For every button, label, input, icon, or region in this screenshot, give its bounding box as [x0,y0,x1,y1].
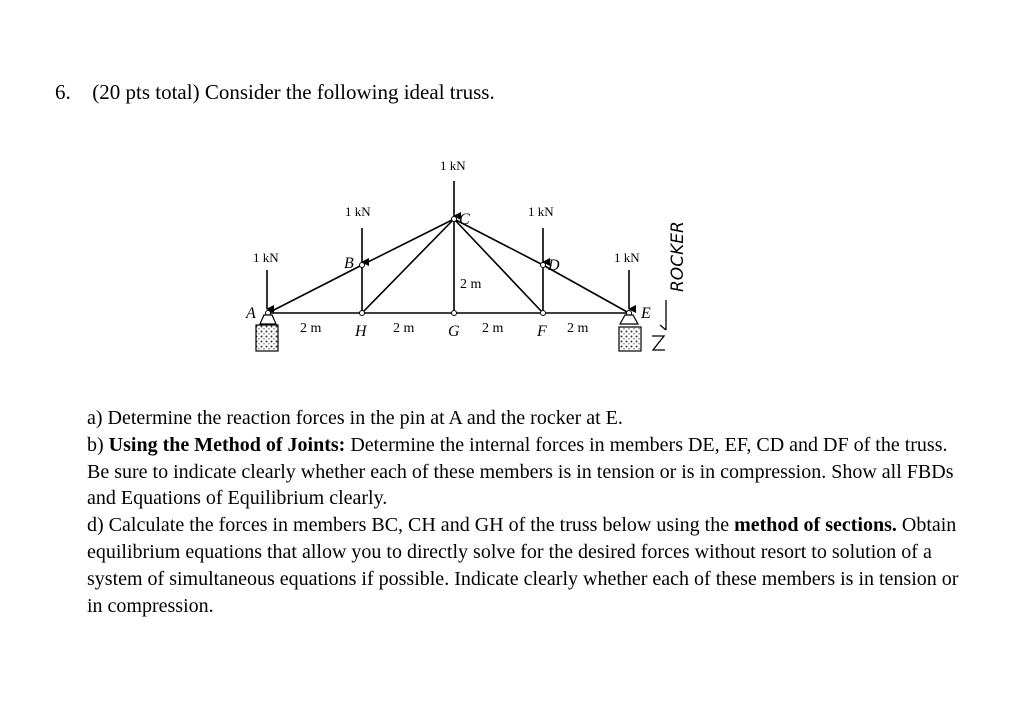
rocker-pointer-arrow [652,300,666,350]
span-label: 2 m [482,321,504,336]
part-b-label: b) [87,433,104,456]
part-a-text: Determine the reaction forces in the pin at A and the rocker at E. [107,407,623,429]
member-BC [362,219,454,265]
rocker-support-E [619,315,641,351]
load-label-A: 1 kN [253,250,279,265]
part-b-bold: Using the Method of Joints: [108,433,346,456]
part-d-text: Calculate the forces in members BC, CH and GH of the truss below using the [108,514,735,537]
part-a [87,405,967,432]
node-label-F: F [537,323,547,340]
truss-members [268,219,629,313]
question-parts [87,405,967,619]
member-CF [454,219,543,313]
part-a-label: a) [87,407,103,429]
part-d-label: d) [87,514,104,537]
node-label-C: C [459,211,470,228]
question-text: (20 pts total) Consider the following ideal truss. [92,80,495,104]
pin-support-A [256,315,278,351]
load-label-D: 1 kN [528,204,554,219]
question-number: 6. [55,80,71,104]
joints [266,217,632,316]
member-CH [362,219,454,313]
node-label-A: A [246,305,256,322]
load-arrows [267,181,629,309]
part-b-text: Determine the internal forces in members DE, EF, CD and DF of the truss. Be sure to indicate clearly whether each of these members is in tension or is in compression. Show all FBDs and Equations of Equilibrium clearly. [87,433,954,510]
load-label-B: 1 kN [345,204,371,219]
part-d [87,512,967,619]
load-label-C: 1 kN [440,158,466,173]
load-label-E: 1 kN [614,250,640,265]
part-d-bold: method of sections. [734,514,897,537]
span-label: 2 m [300,321,322,336]
node-label-G: G [448,323,460,340]
part-d-text-2: Obtain equilibrium equations that allow you to directly solve for the desired forces without resort to solution of a system of simultaneous equations if possible. Indicate clearly whether each of these members is in tension or in compression. [87,514,959,617]
part-b [87,432,967,512]
rocker-label: ROCKER [668,221,688,292]
node-label-B: B [344,255,354,272]
span-label: 2 m [393,321,415,336]
span-label: 2 m [567,321,589,336]
height-label: 2 m [460,277,482,292]
node-label-E: E [641,305,651,322]
node-label-H: H [355,323,367,340]
member-AB [268,265,362,313]
node-label-D: D [548,257,560,274]
